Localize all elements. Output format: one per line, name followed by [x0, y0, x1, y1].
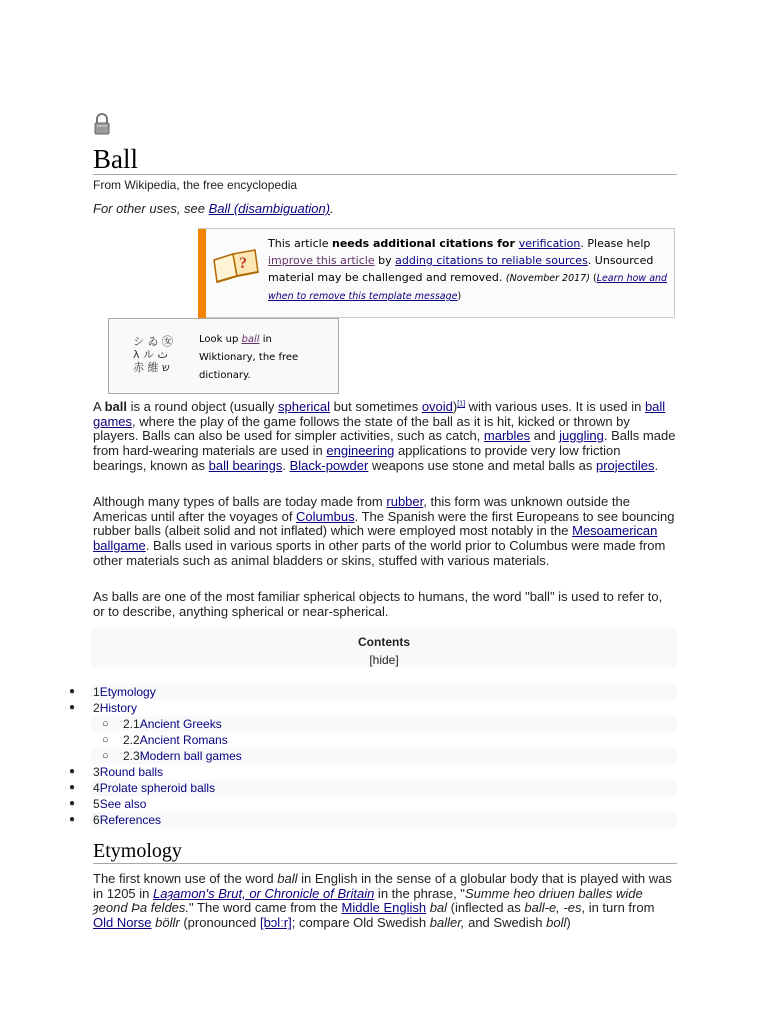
toc-item-ancient-greeks[interactable]: ○ 2.1Ancient Greeks [64, 716, 677, 732]
wiktionary-ball-link[interactable]: ball [241, 334, 260, 345]
toc-item-see-also[interactable]: ● 5See also [69, 797, 147, 811]
toc-item-etymology[interactable]: ● 1Etymology [64, 684, 677, 700]
etymology-heading: Etymology [93, 840, 182, 862]
toc-header [91, 627, 677, 667]
improve-article-link[interactable]: improve this article [268, 254, 375, 267]
ipa-pronunciation-link[interactable]: [bɔlːr] [259, 915, 292, 931]
etymology-paragraph: The first known use of the word ball in English in the sense of a globular body that is played with was in 1205 in Laȝamon's Brut, or Chronicle of Britain in the phrase, "Summe heo driuen balles wide ȝeond Þa feldes." The word came from the Middle English bal (inflected as ball-e, -es, in turn from Old Norse böllr (pronounced [bɔlːr]; compare Old Swedish baller, and Swedish boll) [93, 871, 672, 931]
citation-1-link[interactable]: [1] [457, 400, 466, 408]
ball-games-link[interactable]: ball games [93, 399, 666, 429]
wiktionary-box [108, 318, 339, 394]
toc-item-modern-ball-games[interactable]: ○ 2.3Modern ball games [64, 748, 677, 764]
hatnote: For other uses, see Ball (disambiguation). [93, 201, 334, 216]
toc-item-history[interactable]: ● 2History [69, 701, 138, 715]
site-subtitle: From Wikipedia, the free encyclopedia [93, 178, 298, 192]
toc-item-ancient-romans[interactable]: ○ 2.2Ancient Romans [102, 733, 228, 747]
old-norse-link[interactable]: Old Norse [93, 915, 152, 931]
rubber-link[interactable]: rubber [386, 494, 424, 509]
toc-item-round-balls[interactable]: ● 3Round balls [69, 765, 164, 779]
intro-paragraph-2: Although many types of balls are today made from rubber, this form was unknown outside the Americas until after the voyages of Columbus. The Spanish were the first Europeans to see bouncing rubber balls (albeit solid and not inflated) which were employed most notably in the Mesoamerican ballgame. Balls used in various sports in other parts of the world prior to Columbus were made from other materials such as animal bladders or skins, stuffed with various materials. [93, 494, 675, 568]
remove-template-link[interactable]: Learn how and when to remove this template message [268, 273, 668, 302]
citation-notice [198, 228, 675, 318]
projectiles-link[interactable]: projectiles [595, 457, 655, 473]
toc-title: Contents [358, 635, 410, 649]
spherical-link[interactable]: spherical [278, 399, 331, 414]
wiktionary-logo-icon: シ ゐ ㊛ λ ル ث 赤 維 ש [133, 335, 173, 374]
section-divider [93, 863, 677, 864]
toc-item-prolate-spheroid-balls[interactable]: ● 4Prolate spheroid balls [64, 780, 677, 796]
intro-paragraph-3: As balls are one of the most familiar spherical objects to humans, the word "ball" is used to refer to, or to describe, anything spherical or near-spherical. [93, 589, 663, 619]
toc-item-references[interactable]: ● 6References [64, 812, 677, 828]
title-divider [93, 174, 677, 175]
marbles-link[interactable]: marbles [483, 428, 531, 444]
notice-accent-bar [198, 229, 206, 318]
disambiguation-link[interactable]: Ball (disambiguation) [208, 201, 331, 216]
lock-icon [93, 113, 111, 135]
svg-text:?: ? [239, 255, 247, 272]
notice-text: This article needs additional citations for verification. Please help improve this article by adding citations to reliable sources. Unsourced material may be challenged and removed. (November 2017) (Learn how and when to remove this template message) [268, 237, 668, 302]
mesoamerican-ballgame-link[interactable]: Mesoamerican ballgame [93, 523, 658, 554]
columbus-link[interactable]: Columbus [296, 508, 355, 524]
reliable-sources-link[interactable]: adding citations to reliable sources [395, 254, 588, 267]
layamons-brut-link[interactable]: Laȝamon's Brut, or Chronicle of Britain [153, 885, 375, 901]
ovoid-link[interactable]: ovoid [421, 399, 453, 414]
ball-bearings-link[interactable]: ball bearings [208, 457, 283, 473]
verification-link[interactable]: verification [518, 237, 581, 250]
page-title: Ball [93, 144, 138, 174]
intro-paragraph-1: A ball is a round object (usually spherical but sometimes ovoid)[1] with various uses. It is used in ball games, where the play of the game follows the state of the ball as it is hit, kicked or thrown by players. Balls can also be used for simpler activities, such as catch, marbles and juggling. Balls made from hard-wearing materials are used in engineering applications to provide very low friction bearings, known as ball bearings. Black-powder weapons use stone and metal balls as projectiles. [93, 399, 676, 473]
juggling-link[interactable]: juggling [559, 428, 604, 444]
middle-english-link[interactable]: Middle English [341, 900, 427, 916]
wiktionary-text: Look up ball in Wiktionary, the free dictionary. [199, 334, 299, 381]
toc-hide-toggle[interactable]: [hide] [369, 653, 399, 667]
question-book-icon [211, 246, 261, 286]
toc-list [64, 684, 677, 828]
engineering-link[interactable]: engineering [326, 443, 395, 459]
black-powder-link[interactable]: Black-powder [289, 457, 369, 473]
